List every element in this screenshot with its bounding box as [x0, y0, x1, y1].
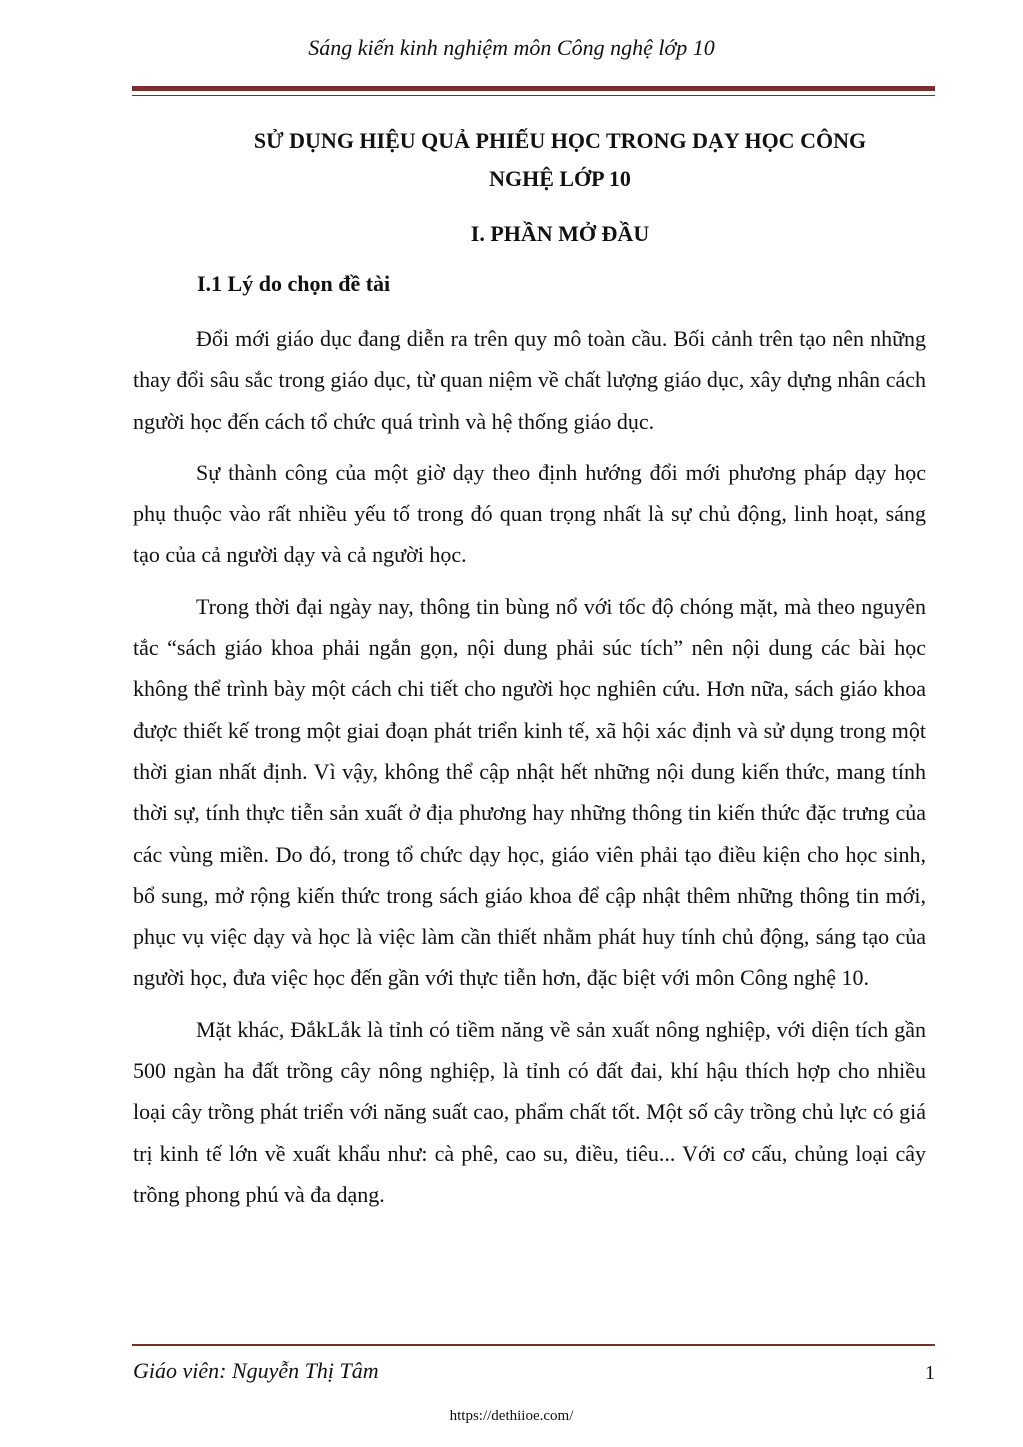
footer-rule — [132, 1344, 935, 1346]
document-title — [210, 122, 910, 198]
paragraph: Mặt khác, ĐắkLắk là tỉnh có tiềm năng về sản xuất nông nghiệp, với diện tích gần 500 ngàn ha đất trồng cây nông nghiệp, là tỉnh có đất đai, khí hậu thích hợp cho nhiều loại cây trồng phát triển với năng suất cao, phẩm chất tốt. Một số cây trồng chủ lực có giá trị kinh tế lớn về xuất khẩu như: cà phê, cao su, điều, tiêu... Với cơ cấu, chủng loại cây trồng phong phú và đa dạng. — [133, 1016, 926, 1207]
subsection-heading: I.1 Lý do chọn đề tài — [197, 271, 391, 296]
page-number: 1 — [925, 1362, 935, 1384]
paragraph: Trong thời đại ngày nay, thông tin bùng nổ với tốc độ chóng mặt, mà theo nguyên tắc “sách giáo khoa phải ngắn gọn, nội dung phải súc tích” nên nội dung các bài học không thể trình bày một cách chi tiết cho người học nghiên cứu. Hơn nữa, sách giáo khoa được thiết kế trong một giai đoạn phát triển kinh tế, xã hội xác định và sử dụng trong một thời gian nhất định. Vì vậy, không thể cập nhật hết những nội dung kiến thức, mang tính thời sự, tính thực tiễn sản xuất ở địa phương hay những thông tin kiến thức đặc trưng của các vùng miền. Do đó, trong tổ chức dạy học, giáo viên phải tạo điều kiện cho học sinh, bổ sung, mở rộng kiến thức trong sách giáo khoa để cập nhật thêm những thông tin mới, phục vụ việc dạy và học là việc làm cần thiết nhằm phát huy tính chủ động, sáng tạo của người học, đưa việc học đến gần với thực tiễn hơn, đặc biệt với môn Công nghệ 10. — [133, 593, 926, 991]
body-text — [133, 318, 926, 1225]
header-rule-thick — [132, 86, 935, 91]
paragraph: Sự thành công của một giờ dạy theo định hướng đổi mới phương pháp dạy học phụ thuộc vào rất nhiều yếu tố trong đó quan trọng nhất là sự chủ động, linh hoạt, sáng tạo của cả người dạy và cả người học. — [133, 459, 926, 568]
source-url[interactable]: https://dethiioe.com/ — [449, 1408, 574, 1424]
section-heading: I. PHẦN MỞ ĐẦU — [470, 221, 650, 246]
running-header: Sáng kiến kinh nghiệm môn Công nghệ lớp 10 — [308, 35, 715, 60]
header-rule-thin — [132, 95, 935, 96]
document-title-line-2: NGHỆ LỚP 10 — [489, 166, 631, 191]
document-title-line-1: SỬ DỤNG HIỆU QUẢ PHIẾU HỌC TRONG DẠY HỌC CÔNG — [253, 128, 867, 153]
paragraph: Đổi mới giáo dục đang diễn ra trên quy mô toàn cầu. Bối cảnh trên tạo nên những thay đổi sâu sắc trong giáo dục, từ quan niệm về chất lượng giáo dục, xây dựng nhân cách người học đến cách tổ chức quá trình và hệ thống giáo dục. — [133, 326, 926, 434]
footer-author: Giáo viên: Nguyễn Thị Tâm — [133, 1358, 379, 1383]
